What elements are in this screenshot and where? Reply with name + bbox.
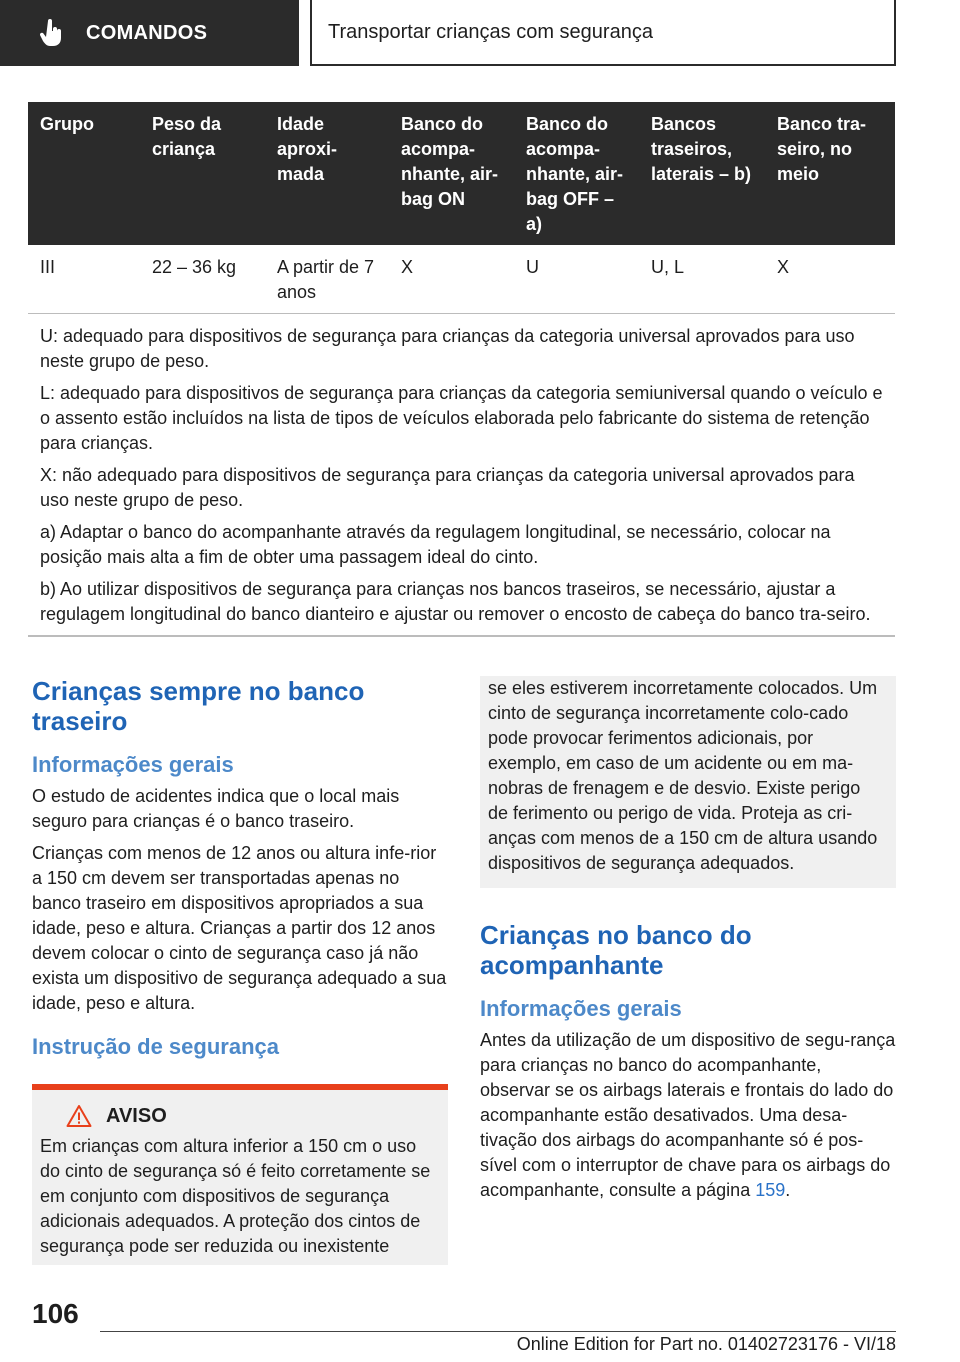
header-traseiro-meio: Banco tra-seiro, no meio <box>765 102 895 245</box>
page-title <box>310 0 896 66</box>
subheading-general-info: Informações gerais <box>32 752 234 777</box>
subheading-general-info: Informações gerais <box>480 996 682 1021</box>
header-airbag-on: Banco do acompa-nhante, air-bag ON <box>389 102 514 245</box>
paragraph: Crianças com menos de 12 anos ou altura infe-rior a 150 cm devem ser transportadas apenas no banco traseiro em dispositivos apropriados a sua idade, peso e altura. Crianças a partir dos 12 anos devem colocar o cinto de segurança caso já não exista um dispositivo de segurança adequado a sua idade, peso e altura. <box>32 843 447 1013</box>
cell-airbag-on: X <box>389 245 514 314</box>
header-traseiros-laterais: Bancos traseiros, laterais – b) <box>639 102 765 245</box>
page-reference-link[interactable]: 159 <box>755 1180 786 1200</box>
warning-box <box>32 1084 448 1265</box>
note-a: a) Adaptar o banco do acompanhante através da regulagem longitudinal, se necessário, colocar na posição mais alta a fim de obter uma passagem ideal do cinto. <box>40 522 831 567</box>
child-seat-table <box>28 102 895 637</box>
header-grupo: Grupo <box>28 102 140 245</box>
hand-pointer-icon <box>40 19 64 47</box>
page-title-text: Transportar crianças com segurança <box>328 20 653 43</box>
paragraph: O estudo de acidentes indica que o local mais seguro para crianças é o banco traseiro. <box>32 786 400 831</box>
warning-header <box>40 1104 438 1128</box>
cell-traseiros-laterais: U, L <box>639 245 765 314</box>
table-header-row <box>28 102 895 245</box>
table-notes-row <box>28 314 895 637</box>
footer-edition: Online Edition for Part no. 01402723176 - VI/18 <box>516 1334 896 1354</box>
paragraph <box>480 1028 896 1203</box>
cell-peso: 22 – 36 kg <box>140 245 265 314</box>
paragraph-text: Antes da utilização de um dispositivo de segu-rança para crianças no banco do acompanhante, observar se os airbags laterais e frontais do lado do acompanhante estão desativados. Uma desa-tivação dos airbags do acompanhante só é pos-sível com o interruptor de chave para os airbags do acompanhante, consulte a página <box>480 1030 896 1200</box>
page-number: 106 <box>32 1298 79 1329</box>
section-heading-front-seat: Crianças no banco do acompanhante <box>480 920 752 980</box>
warning-triangle-icon <box>66 1104 92 1128</box>
table-row <box>28 245 895 314</box>
cell-grupo: III <box>28 245 140 314</box>
warning-label: AVISO <box>106 1104 167 1127</box>
right-column <box>480 676 896 1210</box>
paragraph-end: . <box>785 1180 791 1200</box>
header-peso: Peso da criança <box>140 102 265 245</box>
cell-traseiro-meio: X <box>765 245 895 314</box>
footer-divider <box>100 1331 896 1332</box>
header-airbag-off: Banco do acompa-nhante, air-bag OFF – a) <box>514 102 639 245</box>
subheading-safety: Instrução de segurança <box>32 1034 279 1059</box>
note-b: b) Ao utilizar dispositivos de segurança para crianças nos bancos traseiros, se necessário, ajustar a regulagem longitudinal do banco dianteiro e ajustar ou remover o encosto de cabeça do banco tra-seiro. <box>40 579 871 624</box>
table-notes <box>28 314 895 637</box>
warning-text: Em crianças com altura inferior a 150 cm o uso do cinto de segurança só é feito corretamente se em conjunto com dispositivos de segurança adicionais adequados. A proteção dos cintos de segurança pode ser reduzida ou inexistente <box>40 1136 431 1256</box>
note-l: L: adequado para dispositivos de segurança para crianças da categoria semiuniversal quando o veículo e o assento estão incluídos na lista de tipos de veículos elaborada pelo fabricante do sistema de retenção para crianças. <box>40 383 883 453</box>
header-idade: Idade aproxi-mada <box>265 102 389 245</box>
note-x: X: não adequado para dispositivos de segurança para crianças da categoria universal aprovados para uso neste grupo de peso. <box>40 465 855 510</box>
warning-continued: se eles estiverem incorretamente colocados. Um cinto de segurança incorretamente colo-cado pode provocar ferimentos adicionais, por exemplo, em caso de um acidente ou em ma-nobras de frenagem e de desvio. Existe perigo de ferimento ou perigo de vida. Proteja as cri-anças com menos de a 150 cm de altura usando dispositivos de segurança adequados. <box>480 676 896 888</box>
section-tab <box>0 0 299 66</box>
cell-idade: A partir de 7 anos <box>265 245 389 314</box>
section-heading-rear-seat: Crianças sempre no banco traseiro <box>32 676 365 736</box>
note-u: U: adequado para dispositivos de segurança para crianças da categoria universal aprovados para uso neste grupo de peso. <box>40 326 855 371</box>
section-label: COMANDOS <box>86 21 208 44</box>
left-column <box>32 676 448 1265</box>
cell-airbag-off: U <box>514 245 639 314</box>
